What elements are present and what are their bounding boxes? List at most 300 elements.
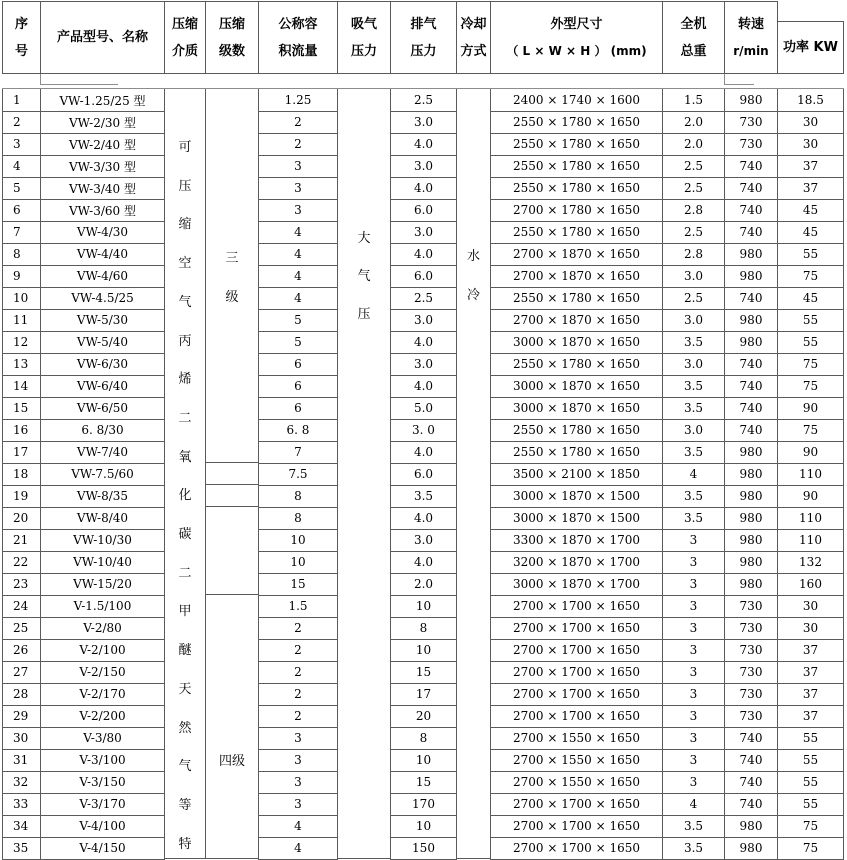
cell-model: 6. 8/30 [40, 419, 165, 442]
stage-three-char: 三 [225, 251, 239, 266]
cell-dims: 2700 × 1700 × 1650 [490, 815, 663, 838]
cell-discharge: 10 [390, 639, 457, 662]
cell-speed: 740 [724, 221, 778, 244]
cell-discharge: 3. 0 [390, 419, 457, 442]
cell-flow: 7 [258, 441, 338, 464]
cell-model: V-3/150 [40, 771, 165, 794]
cell-model: VW-3/30 型 [40, 155, 165, 178]
cell-flow: 2 [258, 617, 338, 640]
cell-dims: 2700 × 1700 × 1650 [490, 705, 663, 728]
cell-discharge: 8 [390, 617, 457, 640]
header-weight [662, 1, 725, 74]
cell-dims: 2700 × 1550 × 1650 [490, 727, 663, 750]
cell-dims: 3000 × 1870 × 1500 [490, 507, 663, 530]
cell-seq: 6 [2, 199, 41, 222]
cell-power: 55 [777, 243, 844, 266]
cell-dims: 2700 × 1700 × 1650 [490, 793, 663, 816]
cell-flow: 4 [258, 837, 338, 860]
cell-flow: 3 [258, 793, 338, 816]
cell-dims: 3200 × 1870 × 1700 [490, 551, 663, 574]
cell-dims: 2550 × 1780 × 1650 [490, 111, 663, 134]
cell-speed: 980 [724, 507, 778, 530]
cell-dims: 2700 × 1870 × 1650 [490, 243, 663, 266]
cell-flow: 6 [258, 397, 338, 420]
cell-model: VW-3/60 型 [40, 199, 165, 222]
cell-seq: 35 [2, 837, 41, 860]
stage-four-label: 四级 [218, 754, 245, 769]
header-cooling [456, 1, 491, 74]
cell-weight: 3.0 [662, 353, 725, 376]
cell-seq: 33 [2, 793, 41, 816]
header-discharge-line1: 排气 [410, 16, 437, 32]
cell-seq: 12 [2, 331, 41, 354]
cell-seq: 32 [2, 771, 41, 794]
cell-speed: 740 [724, 419, 778, 442]
cell-speed: 740 [724, 199, 778, 222]
cell-power: 90 [777, 485, 844, 508]
cell-speed: 740 [724, 771, 778, 794]
cell-weight: 3 [662, 727, 725, 750]
cell-seq: 34 [2, 815, 41, 838]
cell-flow: 1.25 [258, 89, 338, 112]
cell-power: 160 [777, 573, 844, 596]
cell-model: V-4/150 [40, 837, 165, 860]
cell-speed: 740 [724, 155, 778, 178]
cell-dims: 2550 × 1780 × 1650 [490, 155, 663, 178]
cell-power: 30 [777, 111, 844, 134]
cell-speed: 980 [724, 265, 778, 288]
cell-power: 37 [777, 661, 844, 684]
cell-seq: 20 [2, 507, 41, 530]
cell-dims: 2700 × 1550 × 1650 [490, 771, 663, 794]
cell-seq: 8 [2, 243, 41, 266]
cell-dims: 3300 × 1870 × 1700 [490, 529, 663, 552]
stage-three-merged-cell [205, 89, 259, 463]
cell-dims: 2550 × 1780 × 1650 [490, 353, 663, 376]
header-dims-line2: （ L × W × H ） (mm) [506, 43, 647, 58]
cell-discharge: 6.0 [390, 463, 457, 486]
cell-weight: 3 [662, 705, 725, 728]
cell-flow: 2 [258, 683, 338, 706]
cell-dims: 2550 × 1780 × 1650 [490, 133, 663, 156]
cell-power: 30 [777, 133, 844, 156]
cell-power: 55 [777, 309, 844, 332]
cell-weight: 2.5 [662, 155, 725, 178]
cell-model: VW-4/60 [40, 265, 165, 288]
cell-speed: 980 [724, 309, 778, 332]
header-weight-line1: 全机 [680, 16, 707, 32]
cell-weight: 3.5 [662, 397, 725, 420]
cell-seq: 28 [2, 683, 41, 706]
cell-discharge: 10 [390, 749, 457, 772]
cell-speed: 740 [724, 727, 778, 750]
cell-speed: 980 [724, 463, 778, 486]
cell-seq: 30 [2, 727, 41, 750]
cell-dims: 3000 × 1870 × 1700 [490, 573, 663, 596]
cell-power: 110 [777, 529, 844, 552]
header-power-label: 功率 KW [783, 40, 838, 55]
cell-flow: 3 [258, 155, 338, 178]
cell-flow: 2 [258, 705, 338, 728]
cell-seq: 27 [2, 661, 41, 684]
cell-seq: 29 [2, 705, 41, 728]
cell-flow: 3 [258, 199, 338, 222]
cell-flow: 3 [258, 177, 338, 200]
suction-merged-cell [337, 89, 391, 859]
cell-power: 55 [777, 749, 844, 772]
cell-discharge: 3.0 [390, 155, 457, 178]
cell-discharge: 4.0 [390, 243, 457, 266]
header-dims-line1: 外型尺寸 [550, 16, 603, 32]
cell-seq: 17 [2, 441, 41, 464]
header-power [777, 21, 844, 74]
cell-seq: 11 [2, 309, 41, 332]
cell-discharge: 4.0 [390, 133, 457, 156]
medium-char: 空 [178, 256, 192, 272]
cell-power: 90 [777, 397, 844, 420]
header-suction-line1: 吸气 [350, 16, 377, 32]
cell-speed: 740 [724, 353, 778, 376]
cell-power: 75 [777, 375, 844, 398]
cell-power: 37 [777, 177, 844, 200]
cell-discharge: 3.0 [390, 309, 457, 332]
header-suction [337, 1, 391, 74]
cell-model: VW-6/40 [40, 375, 165, 398]
cell-flow: 7.5 [258, 463, 338, 486]
cell-weight: 4 [662, 463, 725, 486]
medium-char: 化 [178, 488, 192, 504]
cell-discharge: 2.5 [390, 89, 457, 112]
cell-seq: 19 [2, 485, 41, 508]
stage-blank-cell [205, 462, 259, 485]
header-seq-line1: 序 [14, 16, 28, 32]
cell-weight: 3.0 [662, 309, 725, 332]
cell-speed: 980 [724, 551, 778, 574]
cell-model: VW-5/30 [40, 309, 165, 332]
cell-weight: 3 [662, 771, 725, 794]
cell-model: V-3/80 [40, 727, 165, 750]
cell-dims: 3000 × 1870 × 1650 [490, 397, 663, 420]
cell-model: VW-4/30 [40, 221, 165, 244]
cell-discharge: 4.0 [390, 375, 457, 398]
stage-blank-cell [205, 506, 259, 595]
header-flow-line1: 公称容 [278, 16, 318, 32]
header-separator [2, 74, 844, 89]
cell-flow: 15 [258, 573, 338, 596]
medium-char: 甲 [178, 604, 192, 620]
header-cooling-line1: 冷却 [460, 16, 487, 32]
cell-power: 55 [777, 331, 844, 354]
cell-discharge: 10 [390, 815, 457, 838]
cell-flow: 6. 8 [258, 419, 338, 442]
cooling-merged-cell [456, 89, 491, 859]
cell-speed: 980 [724, 815, 778, 838]
medium-char: 天 [178, 681, 192, 697]
header-flow [258, 1, 338, 74]
cell-discharge: 20 [390, 705, 457, 728]
header-speed [724, 1, 778, 74]
cell-power: 75 [777, 353, 844, 376]
cell-weight: 3.0 [662, 419, 725, 442]
cell-model: VW-6/50 [40, 397, 165, 420]
cell-dims: 2550 × 1780 × 1650 [490, 419, 663, 442]
cell-flow: 6 [258, 375, 338, 398]
cell-weight: 2.0 [662, 111, 725, 134]
cell-power: 110 [777, 507, 844, 530]
header-medium-line2: 介质 [171, 43, 198, 59]
cell-power: 55 [777, 793, 844, 816]
cell-power: 37 [777, 705, 844, 728]
cell-discharge: 6.0 [390, 199, 457, 222]
cell-speed: 980 [724, 331, 778, 354]
cell-seq: 2 [2, 111, 41, 134]
cell-flow: 3 [258, 749, 338, 772]
cell-flow: 4 [258, 243, 338, 266]
cell-discharge: 3.0 [390, 111, 457, 134]
cell-speed: 740 [724, 793, 778, 816]
cell-dims: 2550 × 1780 × 1650 [490, 287, 663, 310]
cell-dims: 2700 × 1550 × 1650 [490, 749, 663, 772]
cell-flow: 4 [258, 265, 338, 288]
cell-seq: 3 [2, 133, 41, 156]
cell-weight: 3.5 [662, 837, 725, 860]
medium-char: 等 [178, 797, 192, 813]
cell-seq: 5 [2, 177, 41, 200]
header-weight-line2: 总重 [680, 43, 707, 59]
cell-discharge: 2.5 [390, 287, 457, 310]
cell-seq: 15 [2, 397, 41, 420]
cell-weight: 3 [662, 573, 725, 596]
medium-char: 缩 [178, 217, 192, 233]
cell-model: V-2/100 [40, 639, 165, 662]
cell-flow: 5 [258, 331, 338, 354]
header-seq [2, 1, 41, 74]
header-dims [490, 1, 663, 74]
cell-dims: 3500 × 2100 × 1850 [490, 463, 663, 486]
cell-seq: 16 [2, 419, 41, 442]
cell-flow: 3 [258, 727, 338, 750]
cell-power: 37 [777, 683, 844, 706]
header-discharge [390, 1, 457, 74]
stage-blank-cell [205, 484, 259, 507]
cell-model: VW-7.5/60 [40, 463, 165, 486]
cell-dims: 2700 × 1780 × 1650 [490, 199, 663, 222]
cell-power: 45 [777, 221, 844, 244]
medium-char: 醚 [178, 643, 192, 659]
cell-power: 55 [777, 771, 844, 794]
cell-flow: 4 [258, 287, 338, 310]
cell-speed: 980 [724, 529, 778, 552]
cell-model: VW-5/40 [40, 331, 165, 354]
cell-power: 30 [777, 595, 844, 618]
cell-weight: 2.5 [662, 221, 725, 244]
suction-char: 压 [357, 307, 371, 322]
cell-weight: 3 [662, 683, 725, 706]
medium-char: 丙 [178, 333, 192, 349]
cell-model: VW-4/40 [40, 243, 165, 266]
cell-flow: 4 [258, 815, 338, 838]
cell-weight: 2.8 [662, 199, 725, 222]
cooling-char: 水 [466, 249, 480, 264]
cell-speed: 980 [724, 441, 778, 464]
cell-discharge: 4.0 [390, 441, 457, 464]
cell-dims: 2700 × 1700 × 1650 [490, 683, 663, 706]
header-suction-line2: 压力 [350, 43, 377, 59]
header-stages-line1: 压缩 [218, 16, 245, 32]
separator-tick [724, 74, 754, 85]
cell-speed: 730 [724, 661, 778, 684]
medium-char: 可 [178, 140, 192, 155]
cell-model: VW-4.5/25 [40, 287, 165, 310]
cell-model: V-2/150 [40, 661, 165, 684]
cell-power: 18.5 [777, 89, 844, 112]
header-model-label: 产品型号、名称 [56, 30, 148, 45]
cell-discharge: 4.0 [390, 507, 457, 530]
cell-speed: 740 [724, 375, 778, 398]
cell-seq: 1 [2, 89, 41, 112]
cell-flow: 8 [258, 485, 338, 508]
cell-discharge: 6.0 [390, 265, 457, 288]
cell-seq: 18 [2, 463, 41, 486]
cell-weight: 3.5 [662, 507, 725, 530]
cell-dims: 3000 × 1870 × 1650 [490, 375, 663, 398]
cell-flow: 2 [258, 133, 338, 156]
cell-speed: 740 [724, 287, 778, 310]
cell-model: VW-10/40 [40, 551, 165, 574]
cell-power: 45 [777, 287, 844, 310]
cell-weight: 3 [662, 551, 725, 574]
suction-char: 大 [357, 231, 371, 246]
cell-discharge: 10 [390, 595, 457, 618]
cell-flow: 2 [258, 639, 338, 662]
cell-dims: 2550 × 1780 × 1650 [490, 441, 663, 464]
cell-seq: 4 [2, 155, 41, 178]
cooling-char: 冷 [466, 288, 480, 303]
medium-char: 然 [178, 720, 192, 736]
cell-model: VW-15/20 [40, 573, 165, 596]
cell-model: V-2/80 [40, 617, 165, 640]
cell-speed: 730 [724, 705, 778, 728]
cell-weight: 3 [662, 661, 725, 684]
header-medium-line1: 压缩 [171, 16, 198, 32]
cell-weight: 2.5 [662, 287, 725, 310]
cell-power: 75 [777, 419, 844, 442]
cell-dims: 3000 × 1870 × 1500 [490, 485, 663, 508]
cell-speed: 730 [724, 683, 778, 706]
cell-flow: 8 [258, 507, 338, 530]
cell-power: 75 [777, 815, 844, 838]
cell-dims: 2700 × 1700 × 1650 [490, 837, 663, 860]
cell-power: 55 [777, 727, 844, 750]
cell-dims: 2700 × 1870 × 1650 [490, 309, 663, 332]
cell-model: V-3/170 [40, 793, 165, 816]
cell-model: VW-2/30 型 [40, 111, 165, 134]
cell-model: VW-10/30 [40, 529, 165, 552]
header-model [40, 1, 165, 74]
header-stages-line2: 级数 [218, 43, 245, 59]
cell-seq: 22 [2, 551, 41, 574]
cell-speed: 980 [724, 89, 778, 112]
cell-speed: 730 [724, 111, 778, 134]
medium-char: 碳 [178, 527, 192, 542]
cell-model: VW-7/40 [40, 441, 165, 464]
cell-seq: 21 [2, 529, 41, 552]
cell-power: 30 [777, 617, 844, 640]
cell-model: V-2/200 [40, 705, 165, 728]
cell-weight: 3 [662, 595, 725, 618]
cell-model: VW-8/40 [40, 507, 165, 530]
cell-model: VW-6/30 [40, 353, 165, 376]
header-flow-line2: 积流量 [278, 43, 318, 59]
cell-speed: 730 [724, 617, 778, 640]
cell-power: 75 [777, 265, 844, 288]
header-stages [205, 1, 259, 74]
cell-dims: 2700 × 1700 × 1650 [490, 617, 663, 640]
cell-discharge: 150 [390, 837, 457, 860]
cell-discharge: 3.0 [390, 221, 457, 244]
cell-power: 37 [777, 639, 844, 662]
cell-discharge: 15 [390, 771, 457, 794]
cell-flow: 2 [258, 111, 338, 134]
medium-char: 二 [178, 410, 192, 426]
cell-dims: 2550 × 1780 × 1650 [490, 177, 663, 200]
cell-seq: 26 [2, 639, 41, 662]
cell-model: VW-8/35 [40, 485, 165, 508]
cell-speed: 980 [724, 837, 778, 860]
cell-weight: 3.5 [662, 331, 725, 354]
cell-flow: 1.5 [258, 595, 338, 618]
cell-discharge: 15 [390, 661, 457, 684]
cell-flow: 10 [258, 551, 338, 574]
cell-model: VW-1.25/25 型 [40, 89, 165, 112]
cell-flow: 5 [258, 309, 338, 332]
cell-speed: 980 [724, 243, 778, 266]
header-discharge-line2: 压力 [410, 43, 437, 59]
cell-weight: 3 [662, 617, 725, 640]
header-medium [164, 1, 206, 74]
cell-model: VW-3/40 型 [40, 177, 165, 200]
medium-merged-cell [164, 89, 206, 859]
cell-weight: 3.5 [662, 441, 725, 464]
cell-seq: 14 [2, 375, 41, 398]
cell-seq: 23 [2, 573, 41, 596]
cell-dims: 2700 × 1700 × 1650 [490, 639, 663, 662]
cell-speed: 740 [724, 397, 778, 420]
cell-power: 110 [777, 463, 844, 486]
medium-char: 气 [178, 294, 192, 310]
medium-char: 特 [178, 836, 192, 852]
cell-model: VW-2/40 型 [40, 133, 165, 156]
cell-weight: 3 [662, 749, 725, 772]
cell-weight: 4 [662, 793, 725, 816]
cell-speed: 980 [724, 573, 778, 596]
separator-tick [40, 74, 118, 85]
cell-power: 45 [777, 199, 844, 222]
header-cooling-line2: 方式 [460, 43, 487, 59]
cell-speed: 980 [724, 485, 778, 508]
cell-weight: 2.5 [662, 177, 725, 200]
cell-model: V-1.5/100 [40, 595, 165, 618]
cell-seq: 9 [2, 265, 41, 288]
cell-discharge: 2.0 [390, 573, 457, 596]
cell-model: V-2/170 [40, 683, 165, 706]
cell-seq: 25 [2, 617, 41, 640]
medium-char: 气 [178, 759, 192, 775]
cell-speed: 740 [724, 177, 778, 200]
header-seq-line2: 号 [14, 43, 28, 59]
medium-char: 二 [178, 565, 192, 581]
cell-model: V-3/100 [40, 749, 165, 772]
